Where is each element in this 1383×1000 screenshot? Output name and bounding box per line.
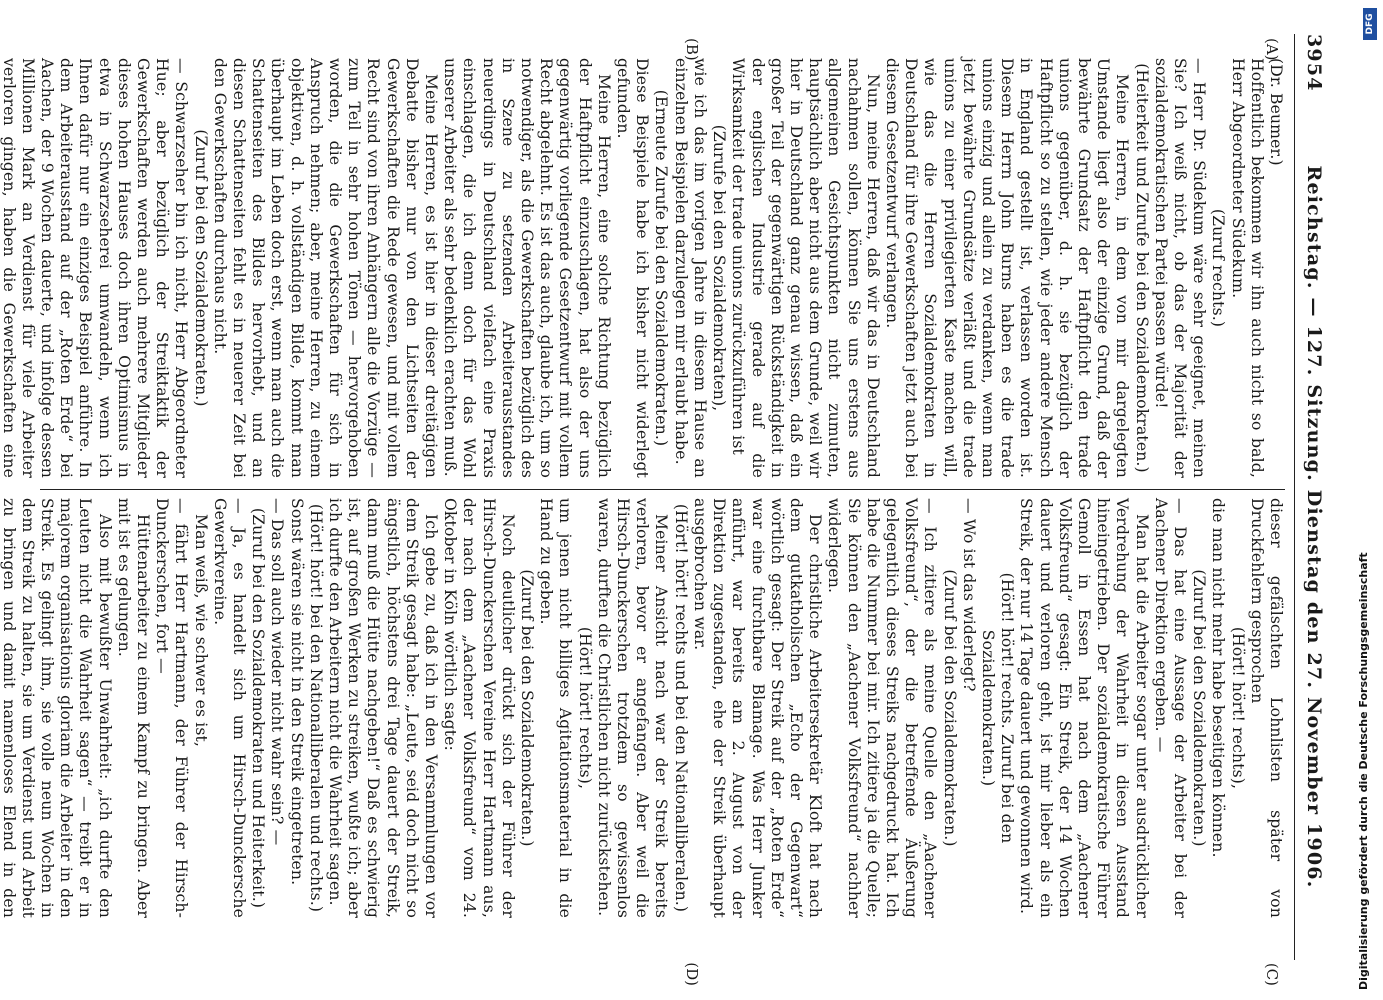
page-number: 3954	[1303, 34, 1325, 92]
left-column-paragraph: — Schwarzseher bin ich nicht, Herr Abgeordneter Hue; aber bezüglich der Streiktaktik der Gewerkschaften werden auch mehrere Mitglieder dieses hohen Hauses doch ihren Optimismus in etwa in Schwarzseherei umwandeln, wenn ich Ihnen dafür nur ein einziges Beispiel anführe. In dem Arbeiterausstand auf der „Roten Erde“ bei Aachen, der 9 Wochen dauerte, und infolge dessen Millionen Mark an Verdienst für viele Arbeiter verloren gingen, haben die Gewerkschaften eine	[0, 58, 191, 478]
left-column-paragraph: Nun, meine Herren, daß wir das in Deutschland nachahmen sollen, können Sie uns erstens aus allgemeinen Gesichtspunkten nicht zumuten, hauptsächlich aber nicht aus dem Grunde, weil wir hier in Deutschland ganz genau wissen, daß ein großer Teil der gegenwärtigen Rückständigkeit in der englischen Industrie gerade auf die Wirksamkeit der trade unions zurückzuführen ist	[729, 58, 882, 478]
dfg-logo	[1363, 8, 1377, 40]
page-title: Reichstag. — 127. Sitzung. Dienstag den 27. November 1906.	[1303, 165, 1325, 889]
left-column-paragraph: (Zurufe bei den Sozialdemokraten),	[710, 124, 729, 412]
right-column-paragraph: — Das soll auch wieder nicht wahr sein? —	[268, 498, 287, 846]
right-column-paragraph: Also mit bewußter Unwahrheit: „ich durfte den Leuten nicht die Wahrheit sagen“ — treibt er in majorem organisationis gloriam die Arbeiter in den Streik. Es gelingt ihm, sie volle neun Wochen in dem Streik zu halten, sie um Verdienst und Arbeit zu bringen und damit namenloses Elend in den	[0, 498, 114, 918]
margin-marker-d: (D)	[683, 962, 701, 986]
right-column-paragraph: Hüttenarbeiter zu einem Kampf zu bringen. Aber mit ist es gelungen.	[114, 498, 153, 918]
right-column-paragraph: (Hört! hört! rechts),	[1228, 626, 1247, 790]
right-column-paragraph: (Zuruf bei den Sozialdemokraten und Heiterkeit.)	[249, 507, 268, 909]
right-column-paragraph: (Zuruf bei den Sozialdemokraten.)	[518, 569, 537, 847]
left-column-paragraph: — Herr Dr. Südekum wäre sehr geeignet, meinen Sie? Ich weiß nicht, ob das der Majorität der sozialdemokratischen Partei passen würde!	[1151, 58, 1209, 478]
digitization-note	[1351, 0, 1377, 1000]
right-column-paragraph: die man nicht mehr habe beseitigen können.	[1209, 498, 1228, 858]
left-column-paragraph: wie ich das im vorigen Jahre in diesem Hause an einzelnen Beispielen darzulegen mir erlaubt habe.	[671, 58, 709, 478]
left-column-paragraph: (Zuruf bei den Sozialdemokraten.)	[191, 129, 210, 407]
right-column-paragraph: (Hört! hört! rechts),	[575, 626, 594, 790]
page-header	[1299, 34, 1325, 960]
left-column	[0, 58, 1285, 478]
right-column-paragraph: (Hört! hört! bei den Nationalliberalen und rechts.)	[306, 503, 325, 913]
right-column-paragraph: Noch deutlicher drückt sich der Führer der Hirsch-Dunckerschen Vereine Herr Hartmann aus, der nach dem „Aachener Volksfreund“ vom 24. Oktober in Köln wörtlich sagte:	[441, 498, 517, 918]
right-column-paragraph: dieser gefälschten Lohnlisten später von Druckfehlern gesprochen	[1247, 498, 1285, 918]
left-column-paragraph: Meine Herren, in dem von mir dargelegten Umstande liegt also der einzige Grund, daß der bewährte Grundsatz der Haftpflicht den trade unions gegenüber, d. h. sie bezüglich der Haftpflicht so zu stellen, wie jeder andere Mensch in England gestellt ist, verlassen worden ist. Diesem Herrn John Burns haben es die trade unions einzig und allein zu verdanken, wenn man jetzt bewährte Grundsätze verläßt und die trade unions zu einer privilegierten Kaste machen will, wie das die Herren Sozialdemokraten in Deutschland für ihre Gewerkschaften jetzt auch bei diesem Gesetzentwurf verlangen.	[882, 58, 1132, 478]
column-divider	[40, 489, 1285, 490]
right-column-paragraph: Sonst wären sie nicht in den Streik eingetreten.	[287, 498, 306, 886]
left-column-paragraph: (Dr. Beumer.)	[1267, 58, 1285, 166]
header-rule	[1294, 34, 1295, 960]
digitization-note-text: Digitalisierung gefördert durch die Deutsche Forschungsgemeinschaft	[1357, 552, 1370, 990]
left-column-paragraph: Meine Herren, eine solche Richtung bezüglich der Haftpflicht einzuschlagen, hat also der uns gegenwärtig vorliegende Gesetzentwurf mit vollem Recht abgelehnt. Es ist das auch, glaube ich, um so notwendiger, als die Gewerkschaften bezüglich des in Szene zu setzenden Arbeiterausstandes neuerdings in Deutschland vielfach eine Praxis einschlagen, die ich denn doch für das Wohl unserer Arbeiter als sehr bedenklich erachten muß.	[441, 58, 613, 478]
right-column-paragraph: — fährt Herr Hartmann, der Führer der Hirsch-Dunckerschen, fort —	[153, 498, 191, 918]
right-column-paragraph: Der christliche Arbeitersekretär Kloft hat nach dem gutkatholischen „Echo der Gegenwart“ wörtlich gesagt: Der Streik auf der „Roten Erde“ war eine furchtbare Blamage. Was Herr Junker anführt, war bereits am 2. August von der Direktion zugestanden, ehe der Streik überhaupt ausgebrochen war.	[690, 498, 825, 918]
right-column-paragraph: — Wo ist das widerlegt?	[959, 498, 978, 692]
right-column-paragraph: Man hat die Arbeiter sogar unter ausdrücklicher Verdrehung der Wahrheit in diesen Ausstand hineingetrieben. Der sozialdemokratische Führer Gemoll in Essen hat nach dem „Aachener Volksfreund“ gesagt: Ein Streik, der 14 Wochen dauert und verloren geht, ist mir lieber als ein Streik, der nur 14 Tage dauert und gewonnen wird.	[1017, 498, 1151, 918]
right-column-paragraph: Ich gebe zu, daß ich in den Versammlungen vor dem Streik gesagt habe: „Leute, seid doch nicht so ängstlich, höchstens drei Tage dauert der Streik, dann muß die Hütte nachgeben!“ Daß es schwierig ist, auf großen Werken zu streiken, wußte ich; aber ich durfte den Arbeitern nicht die Wahrheit sagen.	[326, 498, 441, 918]
right-column-paragraph: (Zuruf bei den Sozialdemokraten.)	[940, 569, 959, 847]
margin-marker-b: (B)	[683, 38, 701, 61]
left-column-paragraph: (Zuruf rechts.)	[1209, 208, 1228, 328]
right-column-paragraph: — Ich zitiere als meine Quelle den „Aachener Volksfreund“, der die betreffende Äußerung gelegentlich dieses Streiks nachgedruckt hat. Ich habe die Nummer bei mir. Ich zitiere ja die Quelle; Sie können den „Aachener Volksfreund“ nachher widerlegen.	[825, 498, 940, 918]
right-column-paragraph: — Ja, es handelt sich um Hirsch-Dunckersche Gewerkvereine.	[210, 498, 249, 918]
right-column-paragraph: — Das hat eine Aussage der Arbeiter bei der Aachener Direktion ergeben. —	[1151, 498, 1189, 918]
right-column-paragraph: (Zuruf bei den Sozialdemokraten.)	[1190, 569, 1209, 847]
right-column-paragraph: (Hört! hört! rechts. Zuruf bei den Sozialdemokraten.)	[978, 572, 1017, 844]
margin-marker-a: (A)	[1263, 38, 1281, 61]
left-column-paragraph: (Heiterkeit und Zurufe bei den Sozialdemokraten.)	[1132, 63, 1151, 473]
margin-marker-c: (C)	[1263, 962, 1281, 986]
left-column-paragraph: (Erneute Zurufe bei den Sozialdemokraten.)	[652, 89, 671, 447]
right-column-paragraph: Man weiß, wie schwer es ist,	[191, 514, 210, 748]
right-column	[0, 498, 1285, 918]
right-column-paragraph: Meiner Ansicht nach war der Streik bereits verloren, bevor er angefangen. Aber weil die Hirsch-Dunckerschen trotzdem so gewissenlos waren, durften die Christlichen nicht zurückstehen.	[594, 498, 671, 918]
right-column-paragraph: um jenen nicht billiges Agitationsmaterial in die Hand zu geben.	[537, 498, 575, 918]
left-column-paragraph: Meine Herren, es ist hier in dieser dreitägigen Debatte bisher nur von den Lichtseiten der Gewerkschaften die Rede gewesen, und mit vollem Recht sind von ihren Anhängern alle die Vorzüge — zum Teil in sehr hohen Tönen — hervorgehoben worden, die die Gewerkschaften für sich in Anspruch nehmen; aber, meine Herren, zu einem objektiven, d. h. vollständigen Bilde, kommt man überhaupt im Leben doch erst, wenn man auch die Schattenseiten des Bildes hervorhebt, und an diesen Schattenseiten fehlt es in neuerer Zeit bei den Gewerkschaften durchaus nicht.	[210, 58, 441, 478]
left-column-paragraph: Diese Beispiele habe ich bisher nicht widerlegt gefunden.	[614, 58, 652, 478]
right-column-paragraph: (Hört! hört! rechts und bei den Nationalliberalen.)	[671, 503, 690, 913]
dfg-logo-text: DFG	[1365, 13, 1375, 35]
left-column-paragraph: Hoffentlich bekommen wir ihn auch nicht so bald, Herr Abgeordneter Südekum.	[1228, 58, 1266, 478]
